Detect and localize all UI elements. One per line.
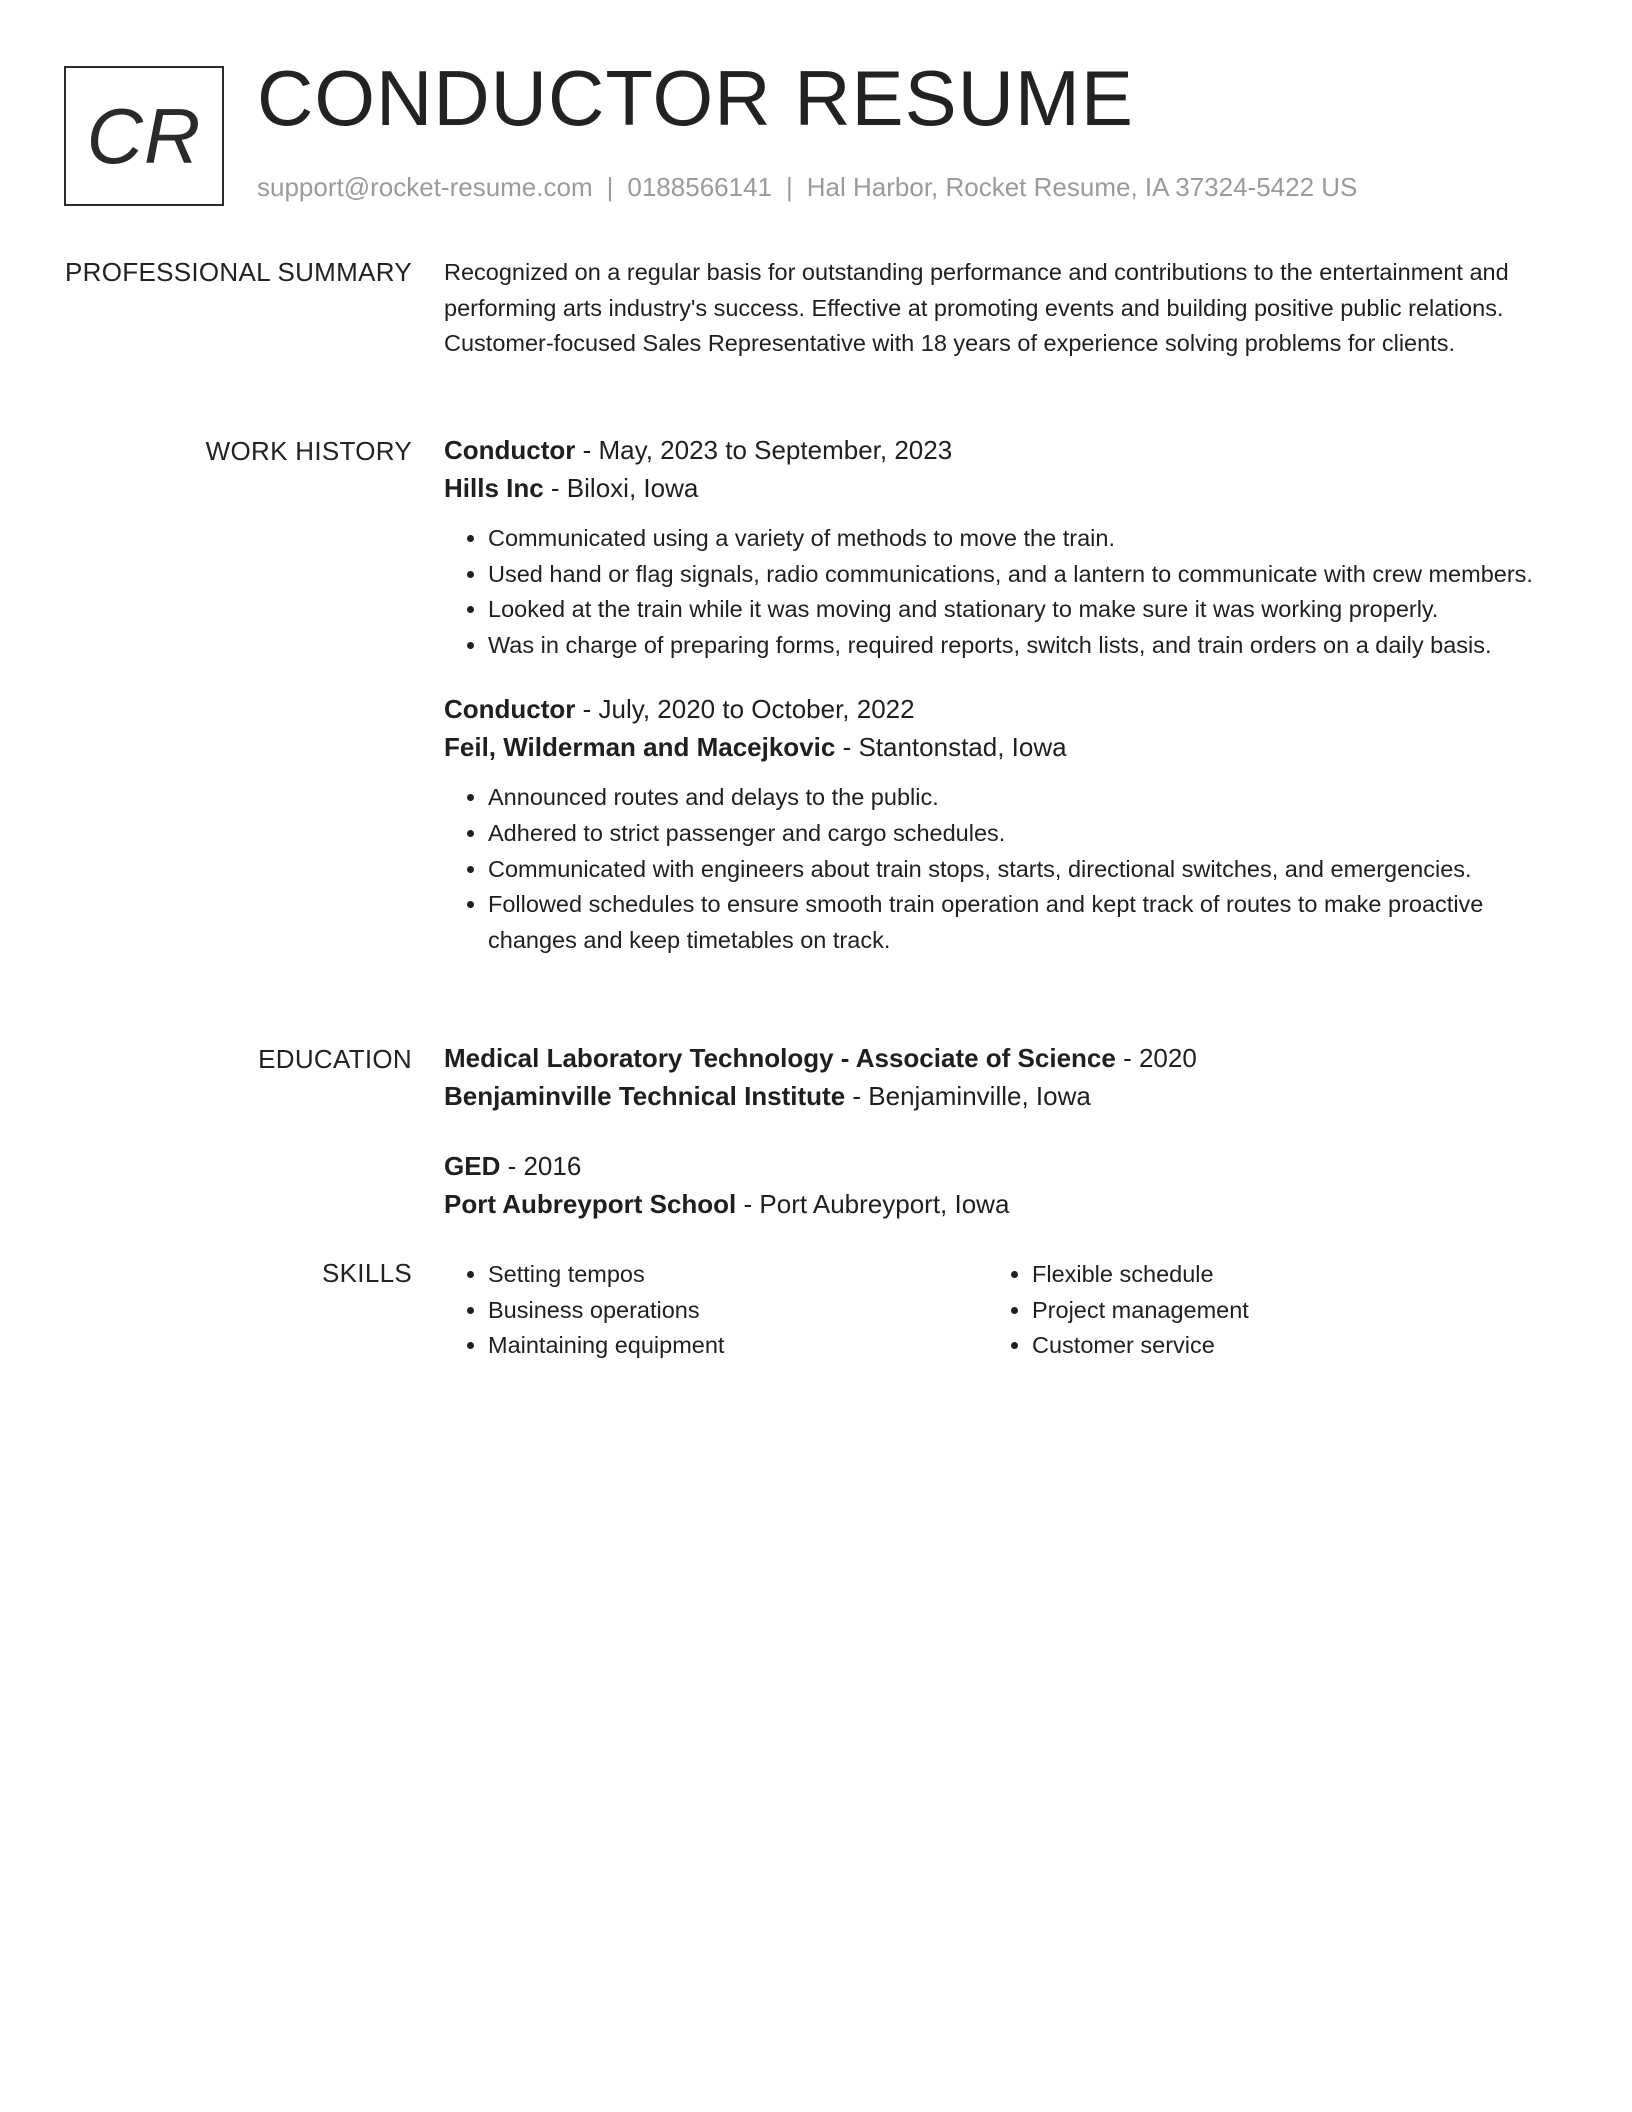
resume-name: CONDUCTOR RESUME [257,54,1134,142]
skill-item: • Setting tempos [488,1257,724,1293]
education-year: - 2016 [500,1151,582,1181]
job-company: Hills Inc [444,473,544,503]
work-history-content [444,431,1564,958]
skill-item: • Customer service [1032,1328,1249,1364]
contact-address: Hal Harbor, Rocket Resume, IA 37324-5422 US [806,172,1358,202]
job-bullet: • Communicated with engineers about train stops, starts, directional switches, and emergencies. [488,852,1564,888]
job-title: Conductor [444,435,576,465]
contact-line [257,172,1357,203]
education-degree: Medical Laboratory Technology - Associate of Science [444,1043,1116,1073]
education-degree: GED [444,1151,501,1181]
education-location: - Port Aubreyport, Iowa [736,1189,1010,1219]
skills-list-left [444,1257,724,1364]
education-school: Port Aubreyport School [444,1189,737,1219]
job-dates: - July, 2020 to October, 2022 [575,694,915,725]
job-bullet: • Looked at the train while it was moving and stationary to make sure it was working properly. [488,592,1564,628]
job-entry [444,431,1564,663]
contact-separator: | [606,172,614,202]
contact-email[interactable]: support@rocket-resume.com [257,172,593,202]
job-bullet: • Followed schedules to ensure smooth train operation and kept track of routes to make proactive changes and keep timetables on track. [488,887,1564,958]
education-school: Benjaminville Technical Institute [444,1081,846,1111]
contact-separator: | [786,172,793,202]
education-degree-line [444,1039,1564,1077]
education-school-line [444,1077,1564,1115]
education-location: - Benjaminville, Iowa [845,1081,1091,1111]
job-bullet: • Communicated using a variety of methods to move the train. [488,521,1564,557]
education-degree-line [444,1147,1564,1185]
skill-item: • Flexible schedule [1032,1257,1249,1293]
job-bullet: • Announced routes and delays to the public. [488,780,1564,816]
education-school-line [444,1185,1564,1223]
monogram-initials: CR [86,91,202,180]
education-entry [444,1039,1564,1115]
contact-phone[interactable]: 0188566141 [627,172,772,202]
job-company: Feil, Wilderman and Macejkovic [444,732,836,763]
job-title-line [444,431,1564,469]
job-title-line [444,690,1564,728]
section-label-skills: SKILLS [322,1258,412,1288]
skill-item: • Business operations [488,1293,724,1329]
job-title: Conductor [444,694,576,725]
job-dates: - May, 2023 to September, 2023 [575,435,953,465]
job-company-line [444,469,1564,507]
job-bullets [444,521,1564,663]
job-entry [444,690,1564,958]
skill-item: • Maintaining equipment [488,1328,724,1364]
monogram-badge [64,66,224,206]
section-label-summary: PROFESSIONAL SUMMARY [65,257,412,287]
job-company-line [444,728,1564,766]
education-entry [444,1147,1564,1223]
job-location: - Biloxi, Iowa [543,473,699,503]
job-bullets [444,780,1564,958]
job-bullet: • Was in charge of preparing forms, required reports, switch lists, and train orders on a daily basis. [488,628,1564,664]
skill-item: • Project management [1032,1293,1249,1329]
job-location: - Stantonstad, Iowa [835,732,1067,763]
education-content [444,1039,1564,1223]
section-label-work-history: WORK HISTORY [205,436,412,466]
section-label-education: EDUCATION [258,1044,412,1074]
job-bullet: • Adhered to strict passenger and cargo schedules. [488,816,1564,852]
summary-content [444,255,1564,362]
skills-list-right [988,1257,1249,1364]
job-bullet: • Used hand or flag signals, radio communications, and a lantern to communicate with crew members. [488,557,1564,593]
summary-text: Recognized on a regular basis for outstanding performance and contributions to the entertainment and performing arts industry's success. Effective at promoting events and building positive public relations. Customer-focused Sales Representative with 18 years of experience solving problems for clients. [444,259,1509,356]
education-year: - 2020 [1115,1043,1197,1073]
